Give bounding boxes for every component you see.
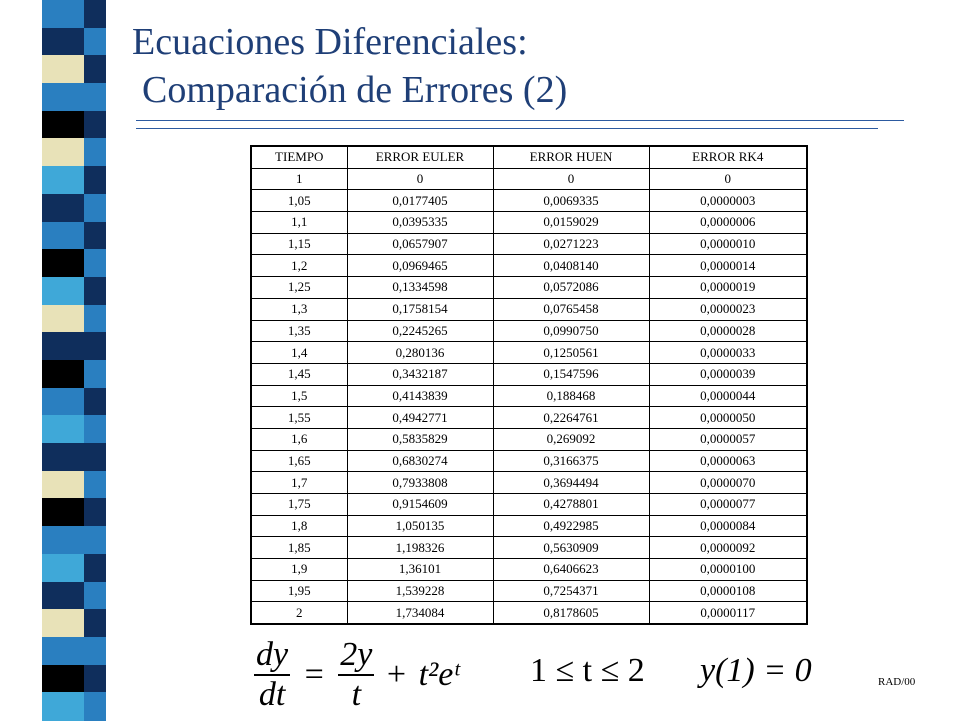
cell-tiempo: 1: [251, 168, 347, 190]
cell-tiempo: 1,75: [251, 494, 347, 516]
initial-condition: y(1) = 0: [700, 652, 812, 689]
cell-error-rk4: 0,0000023: [649, 298, 807, 320]
stripe-segment: [42, 28, 84, 57]
cell-error-huen: 0: [493, 168, 649, 190]
cell-error-euler: 1,050135: [347, 515, 493, 537]
cell-tiempo: 1,65: [251, 450, 347, 472]
stripe-segment: [84, 388, 106, 417]
stripe-segment: [84, 332, 106, 361]
table-row: [251, 212, 807, 234]
cell-error-huen: 0,0765458: [493, 298, 649, 320]
cell-error-euler: 0,4143839: [347, 385, 493, 407]
fraction-denominator: dt: [258, 676, 286, 713]
table-row: [251, 602, 807, 624]
cell-tiempo: 1,9: [251, 559, 347, 581]
cell-error-euler: 0,9154609: [347, 494, 493, 516]
header-error-euler: ERROR EULER: [347, 146, 493, 168]
stripe-segment: [84, 415, 106, 444]
stripe-segment: [42, 249, 84, 278]
cell-error-huen: 0,5630909: [493, 537, 649, 559]
stripe-segment: [42, 665, 84, 694]
stripe-segment: [84, 637, 106, 666]
cell-error-rk4: 0,0000057: [649, 428, 807, 450]
cell-error-rk4: 0,0000028: [649, 320, 807, 342]
cell-error-huen: 0,3166375: [493, 450, 649, 472]
cell-error-huen: 0,4278801: [493, 494, 649, 516]
stripe-segment: [84, 665, 106, 694]
table-row: [251, 450, 807, 472]
stripe-segment: [42, 609, 84, 638]
table-row: [251, 277, 807, 299]
cell-error-euler: 0,0969465: [347, 255, 493, 277]
table-row: [251, 190, 807, 212]
cell-error-rk4: 0,0000039: [649, 363, 807, 385]
ode-equation: [254, 636, 459, 714]
cell-error-huen: 0,0069335: [493, 190, 649, 212]
cell-error-euler: 0,280136: [347, 342, 493, 364]
cell-tiempo: 1,85: [251, 537, 347, 559]
stripe-segment: [84, 194, 106, 223]
footer-label: RAD/00: [878, 676, 916, 688]
cell-error-rk4: 0,0000044: [649, 385, 807, 407]
cell-error-euler: 0,0657907: [347, 233, 493, 255]
cell-error-huen: 0,4922985: [493, 515, 649, 537]
stripe-segment: [84, 526, 106, 555]
cell-error-rk4: 0,0000019: [649, 277, 807, 299]
cell-error-euler: 0,1758154: [347, 298, 493, 320]
stripe-segment: [42, 388, 84, 417]
stripe-segment: [84, 305, 106, 334]
stripe-segment: [84, 83, 106, 112]
cell-error-rk4: 0,0000003: [649, 190, 807, 212]
stripe-segment: [42, 637, 84, 666]
stripe-segment: [84, 0, 106, 29]
dy-dt-fraction: [254, 636, 290, 714]
cell-error-huen: 0,0408140: [493, 255, 649, 277]
cell-error-rk4: 0,0000070: [649, 472, 807, 494]
title-rule-top: [136, 120, 904, 121]
decorative-stripe: [0, 0, 110, 720]
cell-error-huen: 0,1547596: [493, 363, 649, 385]
cell-tiempo: 1,95: [251, 580, 347, 602]
stripe-segment: [42, 443, 84, 472]
stripe-segment: [84, 111, 106, 140]
table-row: [251, 255, 807, 277]
stripe-segment: [42, 415, 84, 444]
cell-error-huen: 0,7254371: [493, 580, 649, 602]
rhs-denominator: t: [351, 676, 362, 713]
cell-error-euler: 0,0395335: [347, 212, 493, 234]
cell-tiempo: 1,5: [251, 385, 347, 407]
error-comparison-table: [250, 145, 808, 625]
stripe-segment: [42, 0, 84, 29]
cell-error-euler: 0: [347, 168, 493, 190]
stripe-segment: [42, 55, 84, 84]
cell-tiempo: 1,8: [251, 515, 347, 537]
table-row: [251, 428, 807, 450]
table-row: [251, 385, 807, 407]
plus-sign: +: [386, 656, 407, 693]
stripe-segment: [84, 277, 106, 306]
cell-error-euler: 0,4942771: [347, 407, 493, 429]
cell-error-huen: 0,188468: [493, 385, 649, 407]
cell-error-euler: 1,198326: [347, 537, 493, 559]
stripe-segment: [84, 609, 106, 638]
table-row: [251, 515, 807, 537]
cell-error-euler: 1,36101: [347, 559, 493, 581]
cell-tiempo: 1,15: [251, 233, 347, 255]
rhs-fraction: [338, 636, 374, 714]
cell-error-euler: 0,0177405: [347, 190, 493, 212]
stripe-segment: [84, 222, 106, 251]
cell-error-rk4: 0,0000077: [649, 494, 807, 516]
cell-error-huen: 0,269092: [493, 428, 649, 450]
slide-title: [132, 18, 912, 114]
title-line-2: Comparación de Errores (2): [142, 69, 568, 111]
stripe-segment: [42, 360, 84, 389]
stripe-segment: [84, 28, 106, 57]
cell-error-huen: 0,0572086: [493, 277, 649, 299]
rhs-numerator: 2y: [338, 636, 374, 676]
stripe-segment: [42, 111, 84, 140]
cell-error-euler: 0,1334598: [347, 277, 493, 299]
cell-error-huen: 0,0159029: [493, 212, 649, 234]
cell-error-huen: 0,1250561: [493, 342, 649, 364]
cell-tiempo: 1,1: [251, 212, 347, 234]
stripe-segment: [42, 526, 84, 555]
cell-tiempo: 1,4: [251, 342, 347, 364]
table-row: [251, 537, 807, 559]
table-row: [251, 233, 807, 255]
table-row: [251, 559, 807, 581]
cell-error-rk4: 0,0000100: [649, 559, 807, 581]
table-row: [251, 472, 807, 494]
cell-tiempo: 1,05: [251, 190, 347, 212]
stripe-segment: [42, 471, 84, 500]
cell-error-huen: 0,3694494: [493, 472, 649, 494]
table-row: [251, 494, 807, 516]
cell-error-rk4: 0,0000050: [649, 407, 807, 429]
stripe-segment: [42, 692, 84, 721]
stripe-segment: [84, 138, 106, 167]
cell-error-huen: 0,0271223: [493, 233, 649, 255]
cell-error-rk4: 0,0000092: [649, 537, 807, 559]
cell-error-rk4: 0,0000010: [649, 233, 807, 255]
cell-error-huen: 0,6406623: [493, 559, 649, 581]
cell-error-euler: 0,6830274: [347, 450, 493, 472]
stripe-segment: [84, 55, 106, 84]
header-error-huen: ERROR HUEN: [493, 146, 649, 168]
cell-error-huen: 0,8178605: [493, 602, 649, 624]
cell-error-rk4: 0,0000014: [649, 255, 807, 277]
stripe-segment: [42, 138, 84, 167]
stripe-segment: [42, 582, 84, 611]
cell-error-euler: 0,5835829: [347, 428, 493, 450]
cell-error-euler: 0,3432187: [347, 363, 493, 385]
equals-sign: =: [304, 656, 324, 693]
stripe-segment: [42, 498, 84, 527]
table-row: [251, 298, 807, 320]
cell-tiempo: 1,7: [251, 472, 347, 494]
stripe-segment: [84, 471, 106, 500]
range-condition: 1 ≤ t ≤ 2: [530, 652, 645, 689]
cell-error-rk4: 0,0000063: [649, 450, 807, 472]
cell-error-rk4: 0,0000006: [649, 212, 807, 234]
stripe-segment: [42, 166, 84, 195]
cell-error-huen: 0,0990750: [493, 320, 649, 342]
cell-error-euler: 0,2245265: [347, 320, 493, 342]
cell-error-huen: 0,2264761: [493, 407, 649, 429]
cell-tiempo: 1,2: [251, 255, 347, 277]
title-rule-bottom: [136, 128, 878, 129]
header-error-rk4: ERROR RK4: [649, 146, 807, 168]
cell-tiempo: 1,35: [251, 320, 347, 342]
cell-tiempo: 1,3: [251, 298, 347, 320]
cell-error-euler: 0,7933808: [347, 472, 493, 494]
table-row: [251, 580, 807, 602]
stripe-segment: [84, 498, 106, 527]
cell-error-rk4: 0,0000117: [649, 602, 807, 624]
title-line-1: Ecuaciones Diferenciales:: [132, 21, 528, 63]
cell-error-rk4: 0,0000033: [649, 342, 807, 364]
stripe-segment: [84, 582, 106, 611]
cell-tiempo: 1,55: [251, 407, 347, 429]
header-tiempo: TIEMPO: [251, 146, 347, 168]
stripe-segment: [84, 166, 106, 195]
stripe-segment: [84, 360, 106, 389]
cell-tiempo: 1,45: [251, 363, 347, 385]
stripe-segment: [84, 249, 106, 278]
table-row: [251, 342, 807, 364]
table-row: [251, 320, 807, 342]
stripe-segment: [42, 194, 84, 223]
cell-error-rk4: 0,0000084: [649, 515, 807, 537]
stripe-segment: [42, 83, 84, 112]
stripe-segment: [84, 554, 106, 583]
stripe-segment: [42, 332, 84, 361]
cell-tiempo: 2: [251, 602, 347, 624]
stripe-segment: [42, 222, 84, 251]
stripe-segment: [42, 277, 84, 306]
fraction-numerator: dy: [254, 636, 290, 676]
table-row: [251, 363, 807, 385]
cell-tiempo: 1,25: [251, 277, 347, 299]
cell-error-rk4: 0: [649, 168, 807, 190]
cell-error-euler: 1,539228: [347, 580, 493, 602]
stripe-segment: [42, 305, 84, 334]
stripe-segment: [42, 554, 84, 583]
stripe-segment: [84, 443, 106, 472]
table-header-row: [251, 146, 807, 168]
ode-tail-term: t²eᵗ: [418, 656, 460, 693]
cell-error-rk4: 0,0000108: [649, 580, 807, 602]
cell-error-euler: 1,734084: [347, 602, 493, 624]
table-row: [251, 407, 807, 429]
stripe-segment: [84, 692, 106, 721]
cell-tiempo: 1,6: [251, 428, 347, 450]
table-row: [251, 168, 807, 190]
